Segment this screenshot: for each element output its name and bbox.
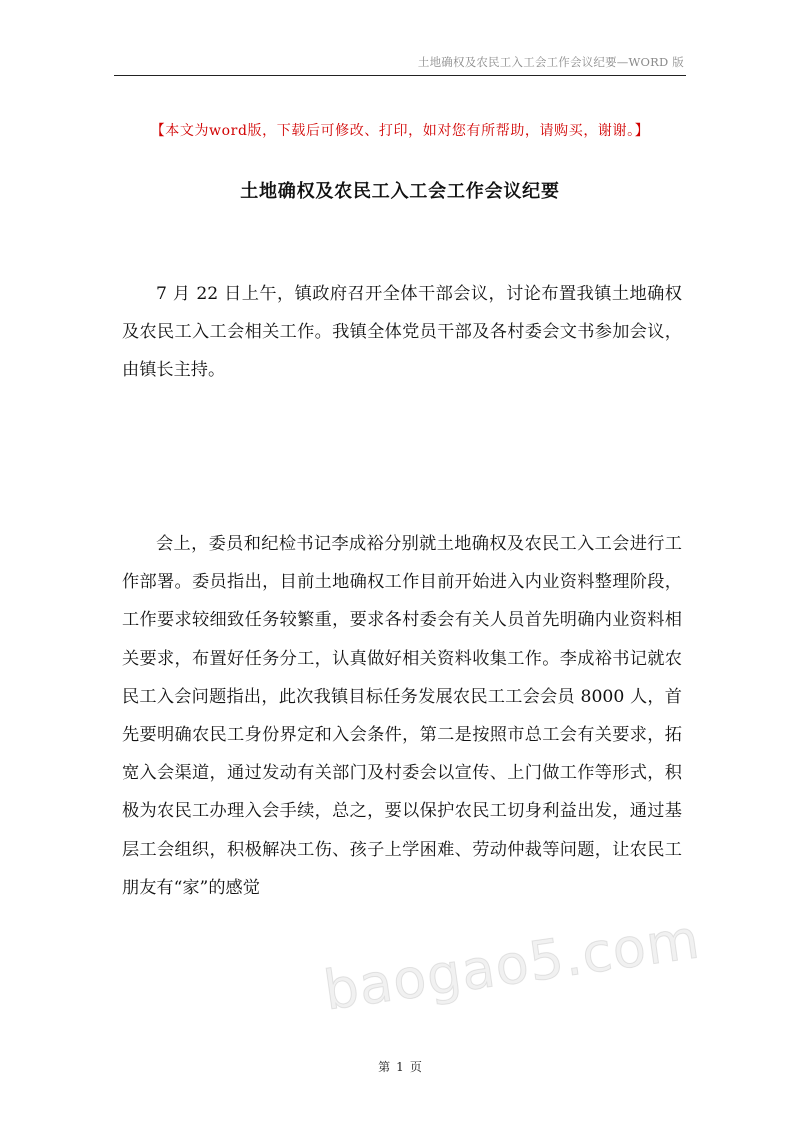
page-footer-suffix: 页 xyxy=(409,1060,422,1074)
watermark: baogao5.com xyxy=(320,907,704,1023)
page-footer-prefix: 第 xyxy=(378,1060,391,1074)
running-header-title: 土地确权及农民工入工会工作会议纪要—WORD 版 xyxy=(417,55,684,69)
document-title: 土地确权及农民工入工会工作会议纪要 xyxy=(240,181,560,202)
paragraph-1: 7 月 22 日上午，镇政府召开全体干部会议，讨论布置我镇土地确权及农民工入工会相关工作。我镇全体党员干部及各村委会文书参加会议，由镇长主持。 xyxy=(122,284,682,381)
paragraph-2: 会上，委员和纪检书记李成裕分别就土地确权及农民工入工会进行工作部署。委员指出，目前土地确权工作目前开始进入内业资料整理阶段，工作要求较细致任务较繁重，要求各村委会有关人员首先明确内业资料相关要求，布置好任务分工，认真做好相关资料收集工作。李成裕书记就农民工入会问题指出，此次我镇目标任务发展农民工工会会员 8000 人，首先要明确农民工身份界定和入会条件，第二是按照市总工会有关要求，拓宽入会渠道，通过发动有关部门及村委会以宣传、上门做工作等形式，积极为农民工办理入会手续，总之，要以保护农民工切身利益出发，通过基层工会组织，积极解决工伤、孩子上学困难、劳动仲裁等问题，让农民工朋友有“家”的感觉 xyxy=(122,534,682,898)
page-number: 1 xyxy=(396,1060,404,1074)
header-divider xyxy=(114,75,686,76)
page-footer xyxy=(0,1058,800,1075)
purchase-notice: 【本文为word版，下载后可修改、打印，如对您有所帮助，请购买，谢谢。】 xyxy=(150,123,650,139)
